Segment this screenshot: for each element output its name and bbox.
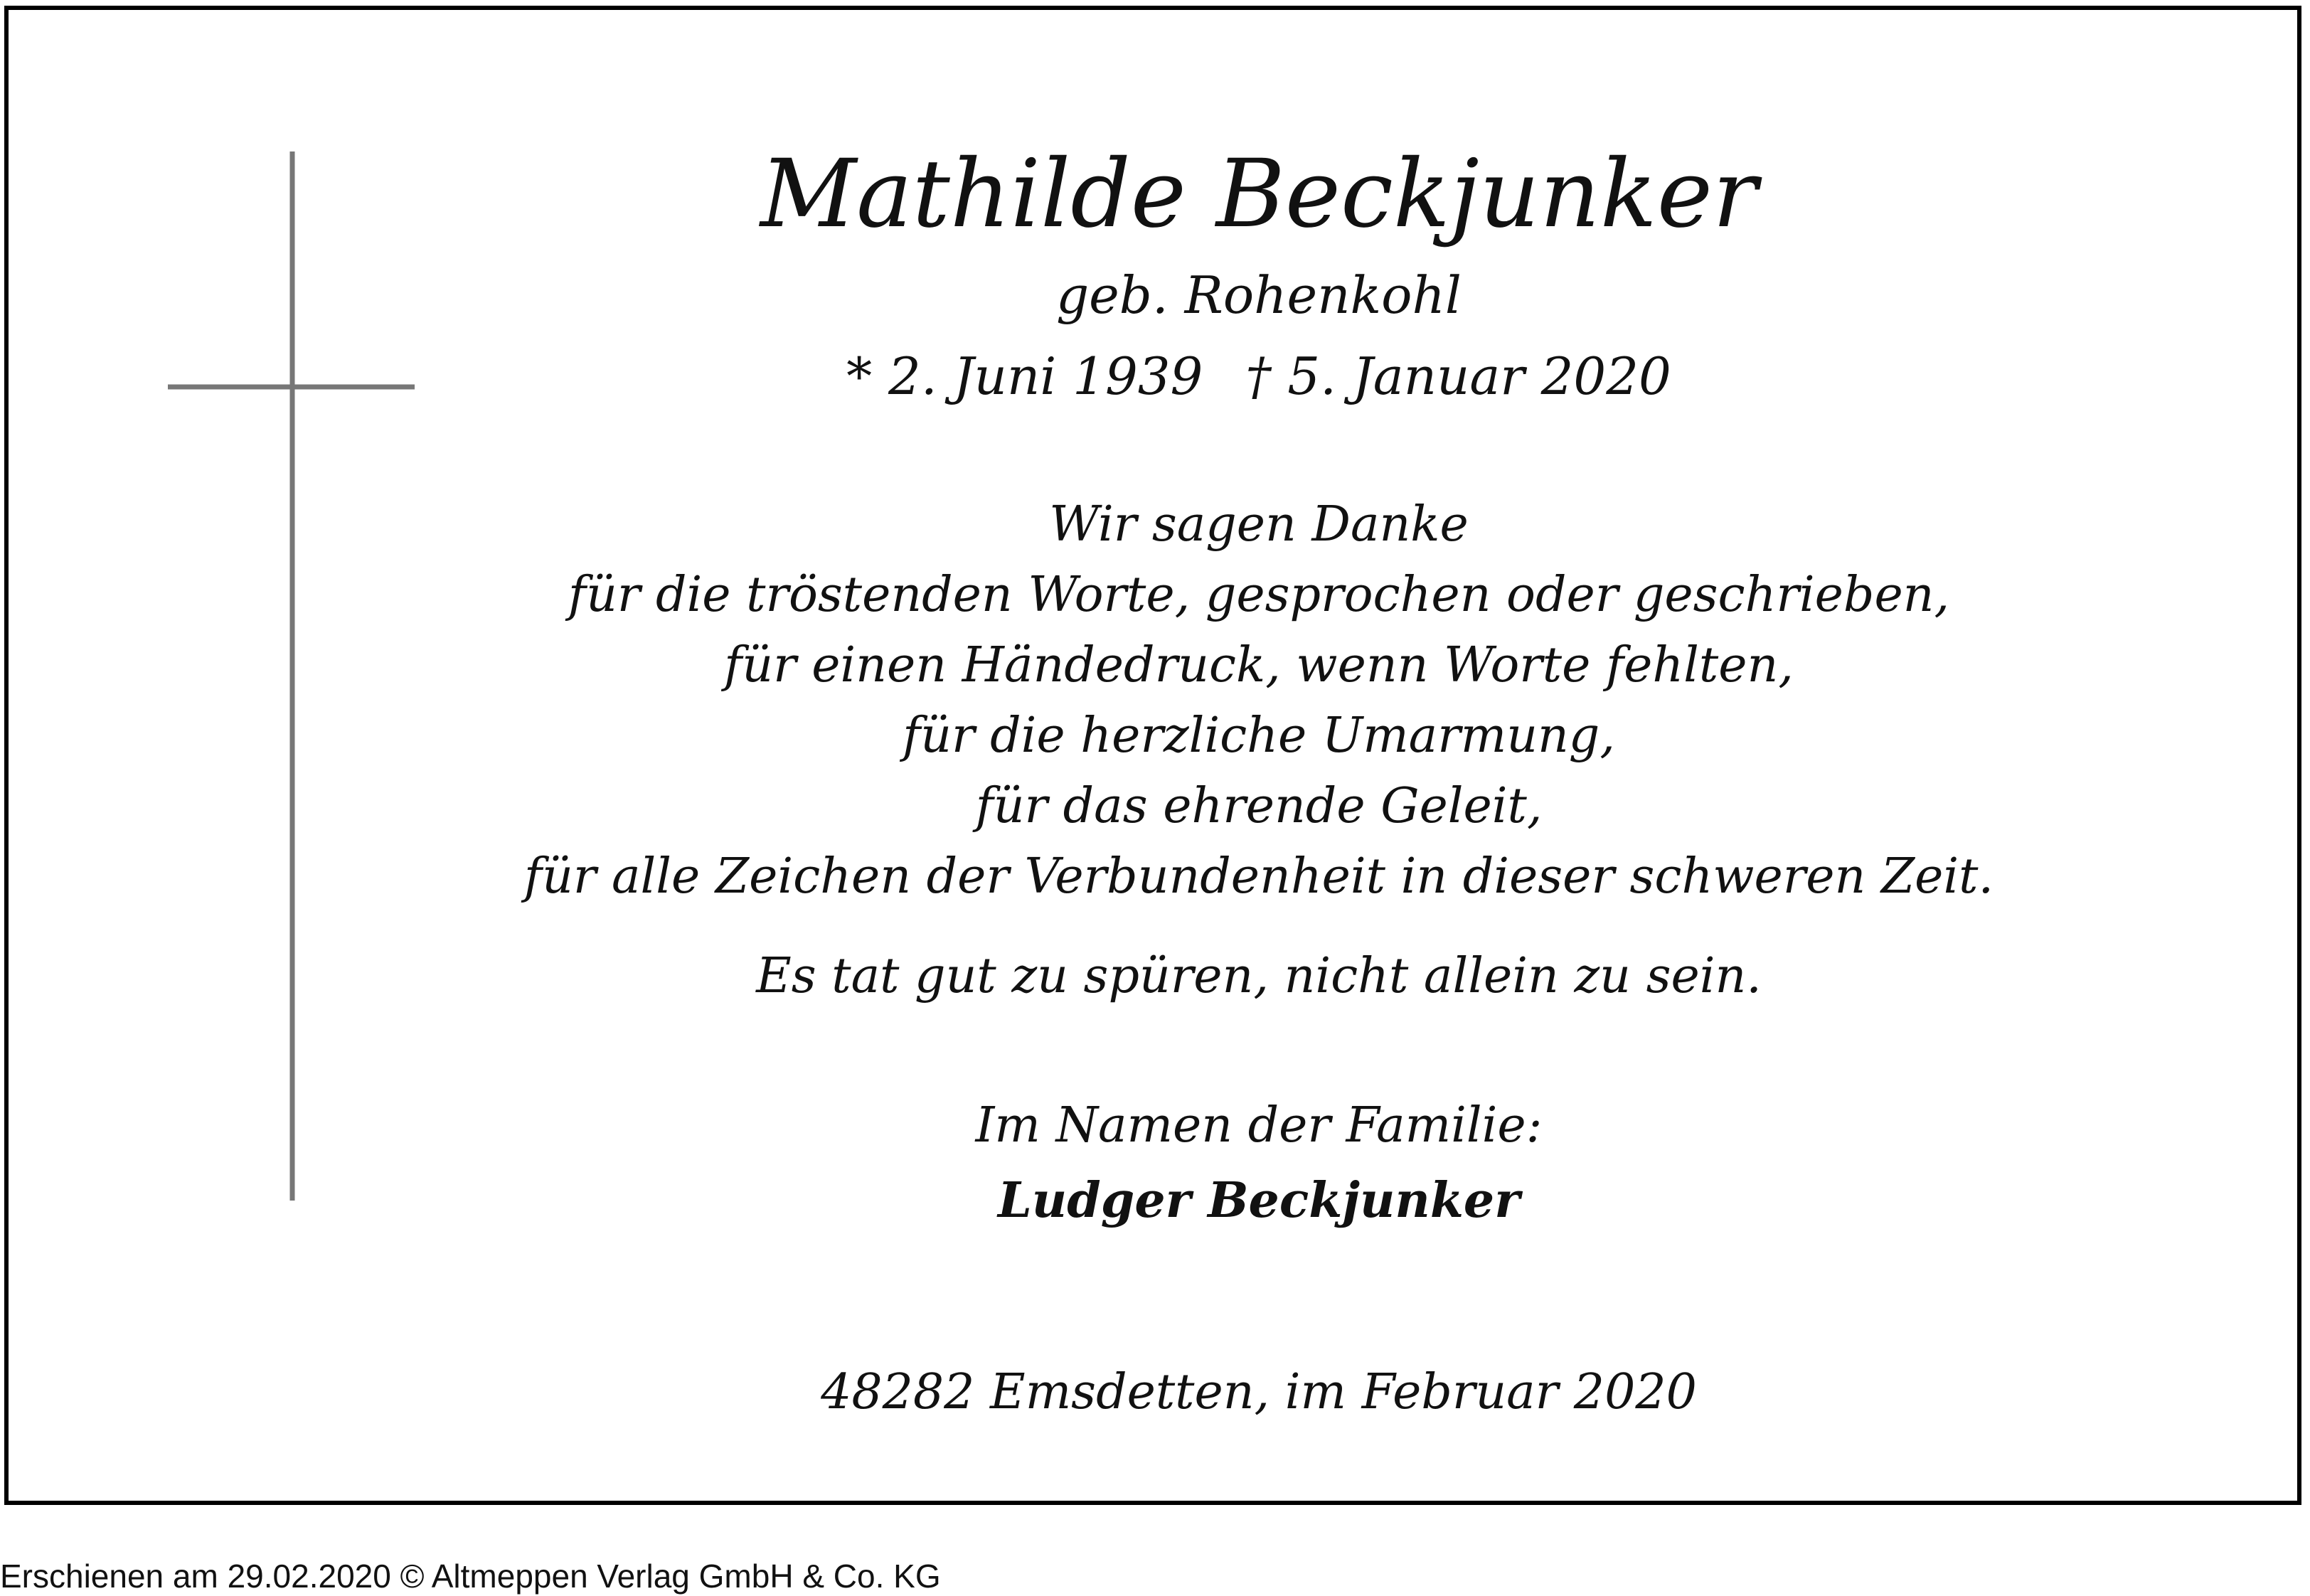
poem-line: für die herzliche Umarmung, [903,708,1615,764]
signer-name: Ludger Beckjunker [997,1172,1521,1229]
deceased-name: Mathilde Beckjunker [760,139,1758,249]
poem-line: für das ehrende Geleit, [975,778,1543,834]
thank-you-poem [455,489,2062,912]
life-dates [455,346,2062,407]
death-date: † 5. Januar 2020 [1245,346,1671,406]
birth-date: * 2. Juni 1939 [846,346,1203,406]
family-intro: Im Namen der Familie: [975,1097,1543,1154]
poem-line: für die tröstenden Worte, gesprochen oder geschrieben, [568,567,1950,623]
place-and-date: 48282 Emsdetten, im Februar 2020 [821,1364,1697,1420]
poem-line: Wir sagen Danke [1049,496,1469,553]
poem-line: für einen Händedruck, wenn Worte fehlten, [724,637,1794,693]
publication-footer: Erschienen am 29.02.2020 © Altmeppen Verlag GmbH & Co. KG [0,1558,941,1595]
maiden-name: geb. Rohenkohl [1056,265,1462,325]
closing-line: Es tat gut zu spüren, nicht allein zu sein. [756,948,1762,1004]
poem-line: für alle Zeichen der Verbundenheit in dieser schweren Zeit. [523,848,1994,905]
